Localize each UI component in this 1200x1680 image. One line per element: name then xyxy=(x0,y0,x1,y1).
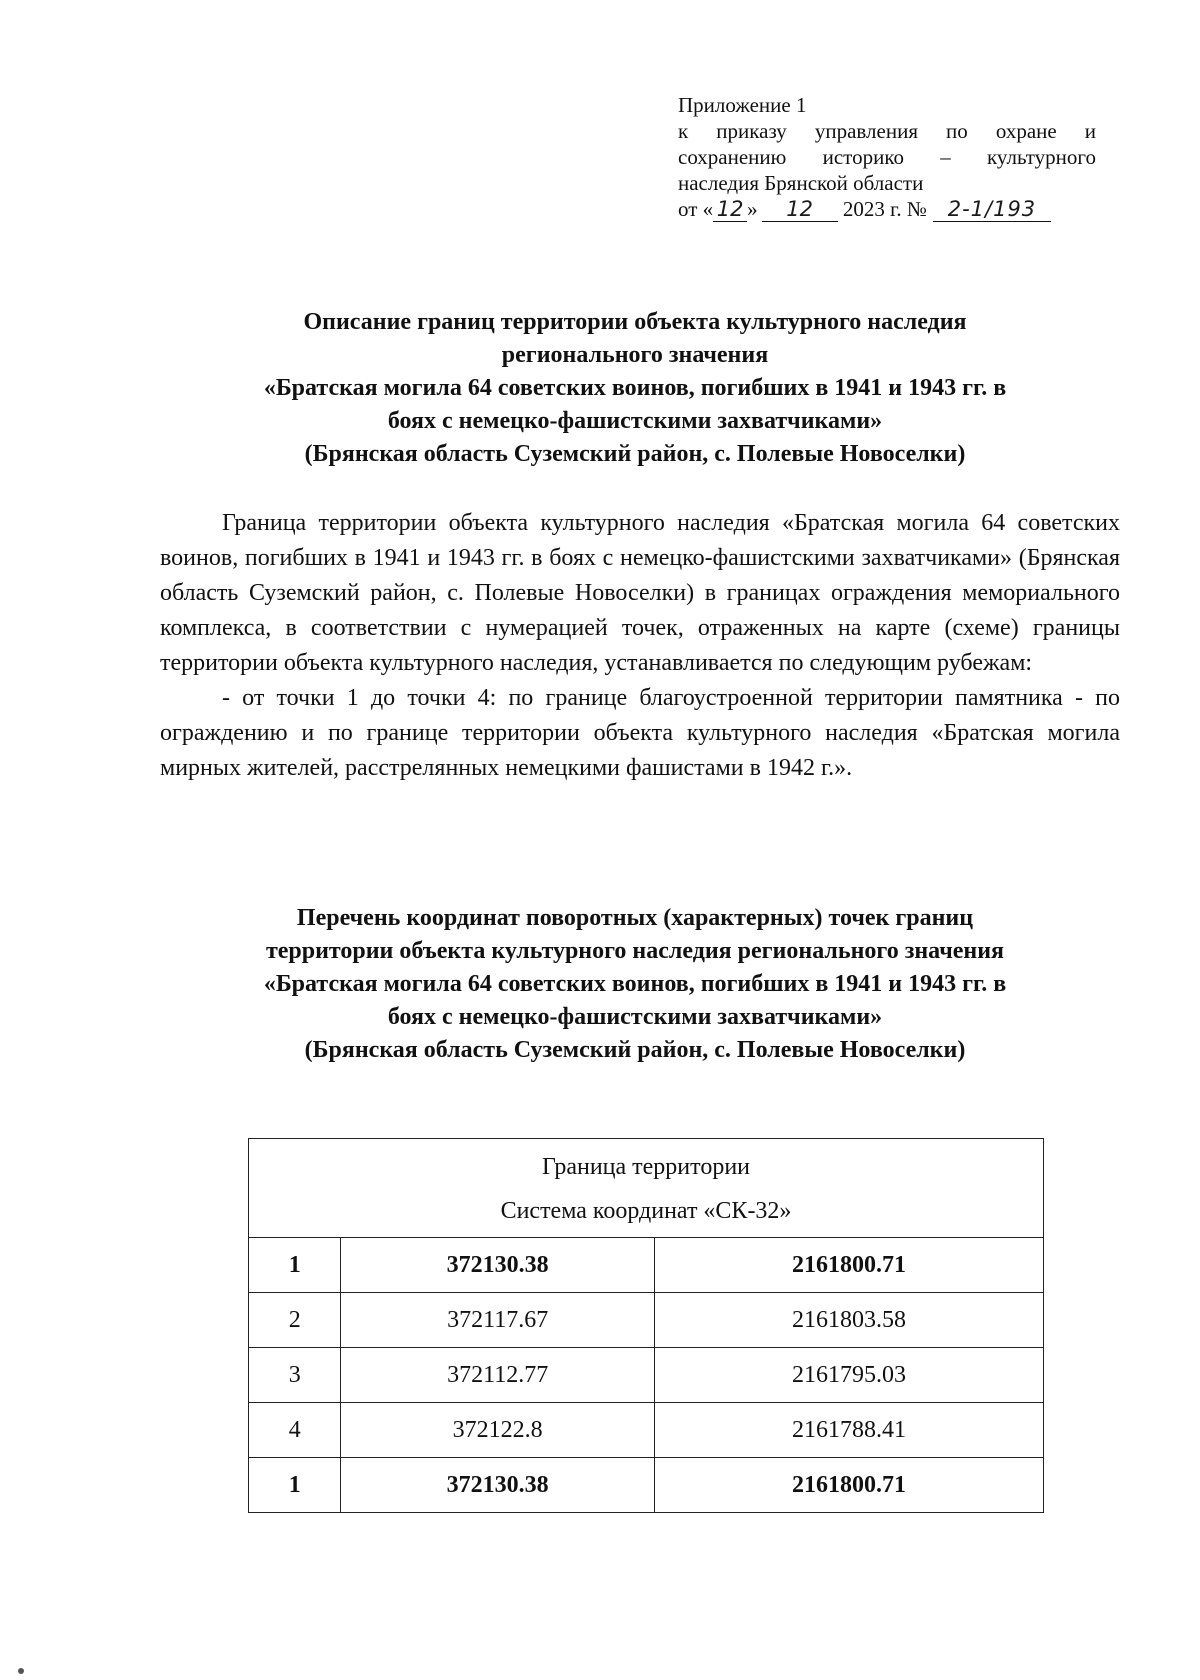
boundary-description xyxy=(160,506,1120,786)
date-month-handwritten: 12 xyxy=(762,197,838,222)
coordinates-heading xyxy=(150,902,1120,1067)
table-header-line-1: Граница территории xyxy=(541,1154,751,1180)
heading2-line-4: боях с немецко-фашистскими захватчиками» xyxy=(387,1004,883,1030)
date-prefix: от « xyxy=(678,197,714,221)
date-year: 2023 г. № xyxy=(842,197,927,221)
point-number: 4 xyxy=(249,1403,341,1458)
appendix-line-1: к приказу управления по охране и xyxy=(678,119,1096,143)
coord-x: 372112.77 xyxy=(341,1348,655,1403)
point-number: 1 xyxy=(249,1458,341,1513)
appendix-date-line xyxy=(678,196,1096,222)
coord-y: 2161803.58 xyxy=(654,1293,1043,1348)
coord-x: 372117.67 xyxy=(341,1293,655,1348)
table-header-cell xyxy=(249,1139,1044,1238)
body-paragraph-2: - от точки 1 до точки 4: по границе благоустроенной территории памятника - по ограждению и по границе территории объекта культурного наследия «Братская могила мирных жителей, расстрелянных немецкими фашистами в 1942 г.». xyxy=(160,685,1120,781)
coord-y: 2161800.71 xyxy=(654,1458,1043,1513)
table-row xyxy=(249,1458,1044,1513)
appendix-block xyxy=(678,92,1096,222)
heading2-line-5: (Брянская область Суземский район, с. Полевые Новоселки) xyxy=(304,1037,966,1063)
description-heading xyxy=(150,306,1120,471)
coord-y: 2161800.71 xyxy=(654,1238,1043,1293)
heading1-line-5: (Брянская область Суземский район, с. Полевые Новоселки) xyxy=(304,441,966,467)
table-row xyxy=(249,1348,1044,1403)
table-row xyxy=(249,1293,1044,1348)
order-number-handwritten: 2-1/193 xyxy=(933,197,1051,222)
heading1-line-1: Описание границ территории объекта культурного наследия xyxy=(303,309,967,335)
coordinates-table xyxy=(248,1138,1044,1513)
date-day-handwritten: 12 xyxy=(713,197,747,222)
coord-x: 372130.38 xyxy=(341,1458,655,1513)
table-row xyxy=(249,1403,1044,1458)
table-row xyxy=(249,1238,1044,1293)
heading1-line-2: регионального значения xyxy=(501,342,769,368)
scan-dot xyxy=(18,1668,24,1674)
coord-x: 372130.38 xyxy=(341,1238,655,1293)
date-quote-close: » xyxy=(747,197,758,221)
point-number: 1 xyxy=(249,1238,341,1293)
heading2-line-3: «Братская могила 64 советских воинов, погибших в 1941 и 1943 гг. в xyxy=(263,971,1007,997)
heading2-line-1: Перечень координат поворотных (характерных) точек границ xyxy=(296,905,974,931)
point-number: 3 xyxy=(249,1348,341,1403)
heading1-line-4: боях с немецко-фашистскими захватчиками» xyxy=(387,408,883,434)
heading2-line-2: территории объекта культурного наследия регионального значения xyxy=(265,938,1005,964)
coord-y: 2161795.03 xyxy=(654,1348,1043,1403)
appendix-line-3: наследия Брянской области xyxy=(678,171,924,195)
coord-y: 2161788.41 xyxy=(654,1403,1043,1458)
heading1-line-3: «Братская могила 64 советских воинов, погибших в 1941 и 1943 гг. в xyxy=(263,375,1007,401)
body-paragraph-1: Граница территории объекта культурного наследия «Братская могила 64 советских воинов, погибших в 1941 и 1943 гг. в боях с немецко-фашистскими захватчиками» (Брянская область Суземский район, с. Полевые Новоселки) в границах ограждения мемориального комплекса, в соответствии с нумерацией точек, отраженных на карте (схеме) границы территории объекта культурного наследия, устанавливается по следующим рубежам: xyxy=(160,510,1120,676)
table-header-row xyxy=(249,1139,1044,1238)
appendix-line-2: сохранению историко – культурного xyxy=(678,145,1096,169)
table-header-line-2: Система координат «СК-32» xyxy=(500,1198,792,1224)
coord-x: 372122.8 xyxy=(341,1403,655,1458)
appendix-title: Приложение 1 xyxy=(678,93,807,117)
point-number: 2 xyxy=(249,1293,341,1348)
